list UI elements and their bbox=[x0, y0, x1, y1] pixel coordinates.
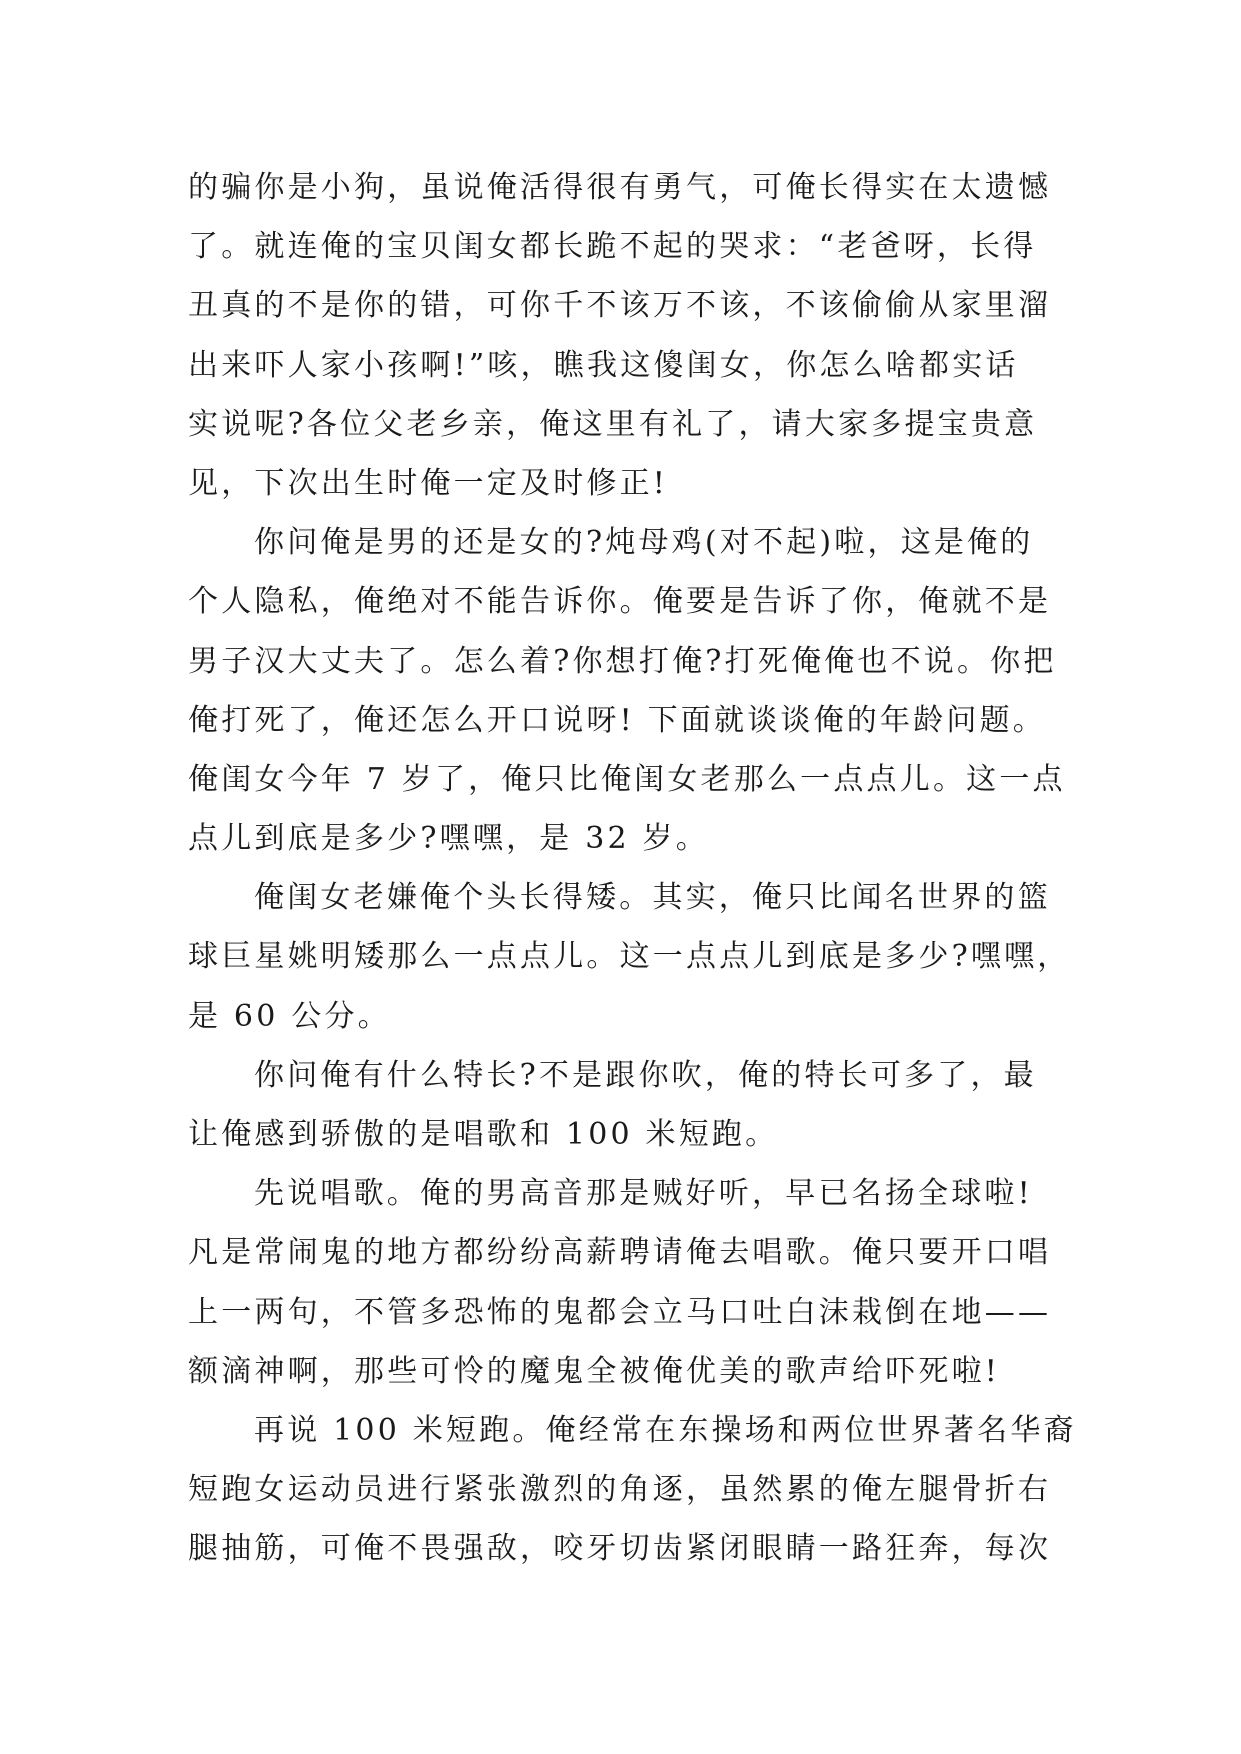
text-line: 俺闺女今年 7 岁了，俺只比俺闺女老那么一点点儿。这一点 bbox=[188, 761, 1066, 797]
text-line: 腿抽筋，可俺不畏强敌，咬牙切齿紧闭眼睛一路狂奔，每次 bbox=[188, 1531, 1052, 1567]
text-line: 个人隐私，俺绝对不能告诉你。俺要是告诉了你，俺就不是 bbox=[188, 584, 1052, 620]
text-line: 俺闺女老嫌俺个头长得矮。其实，俺只比闻名世界的篮 bbox=[254, 880, 1051, 916]
text-line: 凡是常闹鬼的地方都纷纷高薪聘请俺去唱歌。俺只要开口唱 bbox=[188, 1235, 1052, 1271]
text-line: 球巨星姚明矮那么一点点儿。这一点点儿到底是多少?嘿嘿， bbox=[188, 939, 1071, 975]
text-line: 俺打死了，俺还怎么开口说呀! 下面就谈谈俺的年龄问题。 bbox=[188, 702, 1046, 738]
text-line: 短跑女运动员进行紧张激烈的角逐，虽然累的俺左腿骨折右 bbox=[188, 1472, 1052, 1508]
document-body bbox=[188, 158, 1088, 1579]
text-line: 男子汉大丈夫了。怎么着?你想打俺?打死俺俺也不说。你把 bbox=[188, 643, 1057, 679]
text-line: 点儿到底是多少?嘿嘿，是 32 岁。 bbox=[188, 821, 709, 857]
text-line: 见，下次出生时俺一定及时修正! bbox=[188, 465, 669, 501]
text-line: 先说唱歌。俺的男高音那是贼好听，早已名扬全球啦! bbox=[254, 1176, 1033, 1212]
text-line: 让俺感到骄傲的是唱歌和 100 米短跑。 bbox=[188, 1117, 779, 1152]
text-line: 出来吓人家小孩啊!”咳，瞧我这傻闺女，你怎么啥都实话 bbox=[188, 347, 1019, 383]
text-line: 实说呢?各位父老乡亲，俺这里有礼了，请大家多提宝贵意 bbox=[188, 406, 1038, 442]
text-line: 你问俺有什么特长?不是跟你吹，俺的特长可多了，最 bbox=[254, 1057, 1037, 1093]
text-line: 是 60 公分。 bbox=[188, 998, 391, 1034]
text-line: 再说 100 米短跑。俺经常在东操场和两位世界著名华裔 bbox=[254, 1412, 1077, 1448]
text-line: 额滴神啊，那些可怜的魔鬼全被俺优美的歌声给吓死啦! bbox=[188, 1353, 1001, 1389]
text-line: 你问俺是男的还是女的?炖母鸡(对不起)啦，这是俺的 bbox=[254, 525, 1034, 561]
text-line: 的骗你是小狗，虽说俺活得很有勇气，可俺长得实在太遗憾 bbox=[188, 170, 1052, 205]
text-line: 上一两句，不管多恐怖的鬼都会立马口吐白沫栽倒在地—— bbox=[188, 1294, 1052, 1330]
text-line: 了。就连俺的宝贝闺女都长跪不起的哭求：“老爸呀，长得 bbox=[188, 229, 1037, 265]
text-line: 丑真的不是你的错，可你千不该万不该，不该偷偷从家里溜 bbox=[188, 288, 1052, 324]
